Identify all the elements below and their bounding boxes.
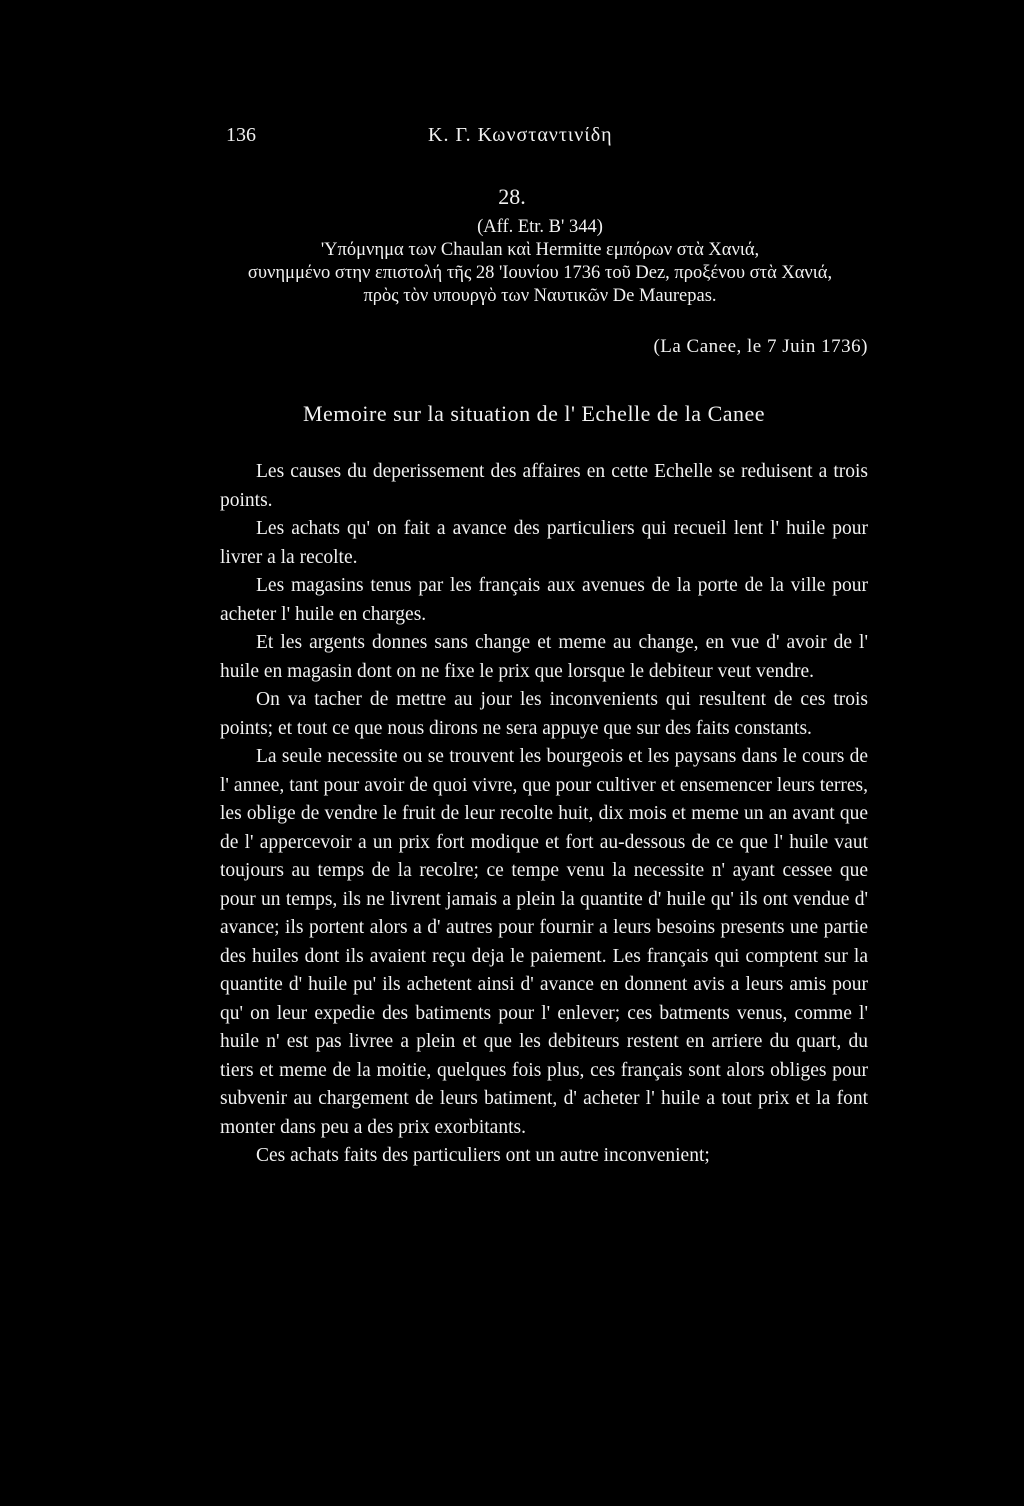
description-line: συνημμένο στην επιστολή τῆς 28 'Ιουνίου 1736 τοῦ Dez, προξένου στὰ Χανιά,: [247, 263, 833, 283]
archive-reference: (Aff. Etr. B' 344): [477, 217, 603, 237]
description-line: 'Υπόμνημα των Chaulan καὶ Hermitte εμπόρων στὰ Χανιά,: [320, 240, 760, 260]
page-number: 136: [226, 124, 256, 146]
paragraph: Les causes du deperissement des affaires en cette Echelle se reduisent a trois points.: [220, 461, 868, 511]
paragraph: Les achats qu' on fait a avance des particuliers qui recueil lent l' huile pour livrer a la recolte.: [220, 518, 868, 568]
document-number: 28.: [498, 184, 526, 209]
description-line: πρὸς τὸν υπουργὸ των Ναυτικῶν De Maurepas.: [363, 286, 717, 306]
dateline: (La Canee, le 7 Juin 1736): [653, 336, 868, 357]
page-header: [0, 124, 1024, 154]
paragraph: Et les argents donnes sans change et meme au change, en vue d' avoir de l' huile en magasin dont on ne fixe le prix que lorsque le debiteur veut vendre.: [220, 632, 868, 682]
memoir-body: [220, 458, 868, 1171]
paragraph: Ces achats faits des particuliers ont un autre inconvenient;: [256, 1145, 710, 1166]
memoir-title: Memoire sur la situation de l' Echelle de la Canee: [302, 401, 766, 426]
paragraph: Les magasins tenus par les français aux avenues de la porte de la ville pour acheter l' huile en charges.: [220, 575, 868, 625]
running-title: Κ. Γ. Κωνσταντινίδη: [428, 124, 613, 146]
document-description: [200, 216, 880, 308]
paragraph: On va tacher de mettre au jour les inconvenients qui resultent de ces trois points; et tout ce que nous dirons ne sera appuye que sur des faits constants.: [220, 689, 868, 739]
paragraph: La seule necessite ou se trouvent les bourgeois et les paysans dans le cours de l' annee, tant pour avoir de quoi vivre, que pour cultiver et ensemencer leurs terres, les oblige de vendre le fruit de leur recolte huit, dix mois et meme un an avant que de l' appercevoir a un prix fort modique et fort au-dessous de ce que l' huile vaut toujours au temps de la recolre; ce tempe venu la necessite n' ayant cessee que pour un temps, ils ne livrent jamais a plein la quantite d' huile qu' ils ont vendue d' avance; ils portent alors a d' autres pour fournir a leurs besoins presents une partie des huiles dont ils avaient reçu deja le paiement. Les français qui comptent sur la quantite d' huile pu' ils achetent ainsi d' avance en donnent avis a leurs amis pour qu' on leur expedie des batiments pour l' enlever; ces batments venus, comme l' huile n' est pas livree a plein et que les debiteurs restent en arriere du quart, du tiers et meme de la moitie, quelques fois plus, ces français sont alors obliges pour subvenir au chargement de leurs batiment, d' acheter l' huile a tout prix et la font monter dans peu a des prix exorbitants.: [220, 746, 868, 1138]
